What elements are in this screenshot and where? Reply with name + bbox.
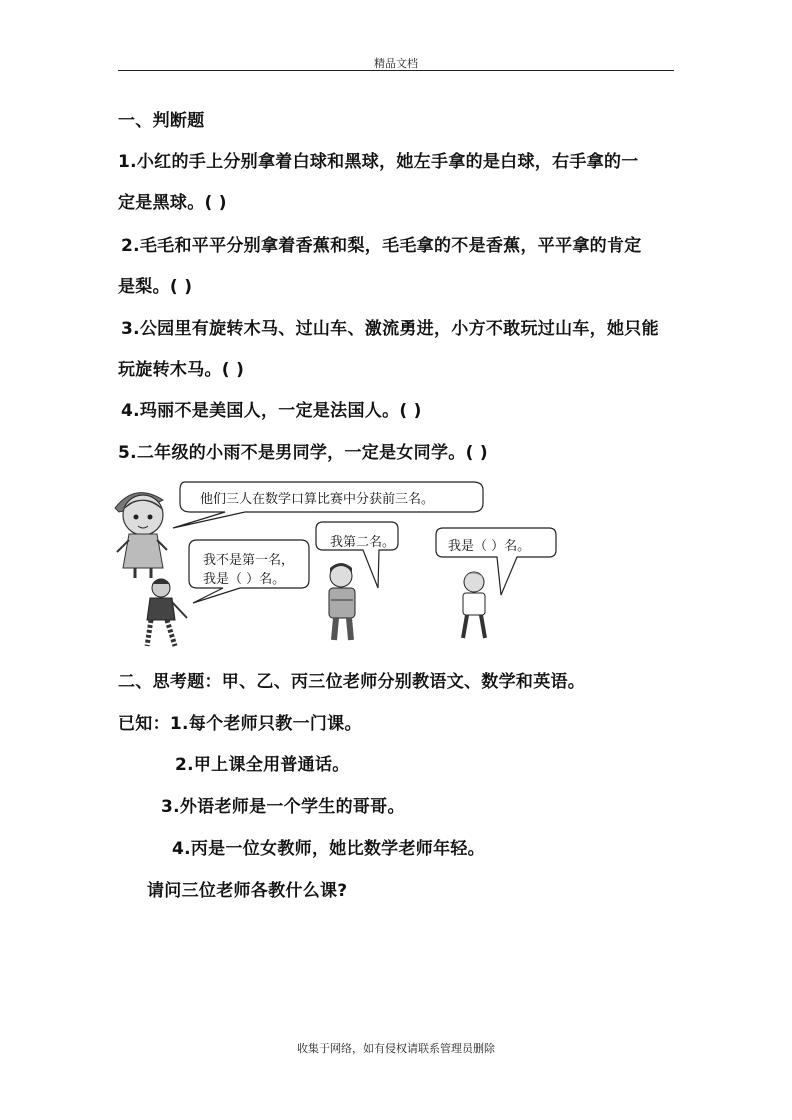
question-2-line1: 2.毛毛和平平分别拿着香蕉和梨，毛毛拿的不是香蕉，平平拿的肯定 <box>121 236 642 256</box>
question-4: 4.玛丽不是美国人，一定是法国人。( ) <box>121 401 422 421</box>
boy-figure-right <box>463 572 485 638</box>
page-footer: 收集于网络，如有侵权请联系管理员删除 <box>297 1042 495 1055</box>
final-question: 请问三位老师各教什么课? <box>147 881 348 901</box>
section1-heading: 一、判断题 <box>118 111 205 131</box>
known-condition-1: 已知：1.每个老师只教一门课。 <box>118 714 362 734</box>
question-2-line2: 是梨。( ) <box>118 277 193 297</box>
bubble-left-text-line2: 我是（ ）名。 <box>203 572 286 587</box>
boy-figure-left <box>147 579 187 646</box>
page-header: 精品文档 <box>374 57 418 70</box>
known-condition-4: 4.丙是一位女教师，她比数学老师年轻。 <box>172 839 485 859</box>
section2-heading: 二、思考题：甲、乙、丙三位老师分别教语文、数学和英语。 <box>118 672 586 692</box>
bubble-top-text: 他们三人在数学口算比赛中分获前三名。 <box>200 492 435 507</box>
known-condition-2: 2.甲上课全用普通话。 <box>175 755 350 775</box>
girl-figure <box>115 493 167 578</box>
header-divider <box>118 70 674 71</box>
question-3-line2: 玩旋转木马。( ) <box>118 360 245 380</box>
question-5: 5.二年级的小雨不是男同学，一定是女同学。( ) <box>118 443 488 463</box>
known-condition-3: 3.外语老师是一个学生的哥哥。 <box>161 797 405 817</box>
bubble-left-text-line1: 我不是第一名， <box>203 553 295 568</box>
bubble-middle-text: 我第二名。 <box>330 535 396 550</box>
question-3-line1: 3.公园里有旋转木马、过山车、激流勇进，小方不敢玩过山车，她只能 <box>121 319 659 339</box>
boy-figure-middle <box>329 563 355 640</box>
question-1-line2: 定是黑球。( ) <box>118 193 227 213</box>
bubble-right-text: 我是（ ）名。 <box>448 539 531 554</box>
question-1-line1: 1.小红的手上分别拿着白球和黑球，她左手拿的是白球，右手拿的一 <box>118 152 639 172</box>
